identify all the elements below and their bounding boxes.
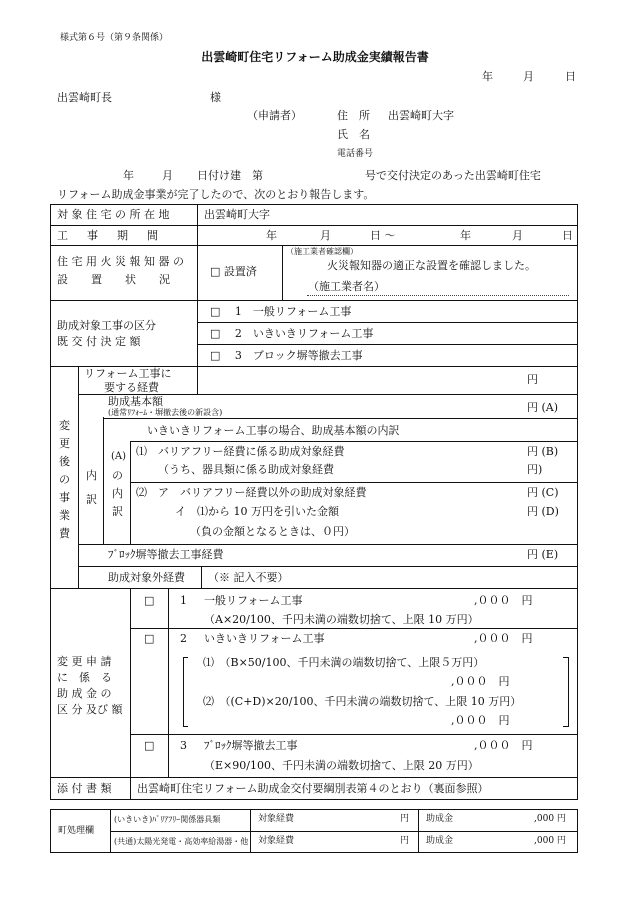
rule — [168, 588, 169, 778]
location-label: 対 象 住 宅 の 所 在 地 — [57, 208, 170, 221]
date-year: 年 — [482, 70, 493, 83]
non-eligible-cost: 助成対象外経費 — [108, 571, 185, 584]
rule — [50, 852, 578, 853]
phone-label: 電話番号 — [337, 149, 374, 159]
rule — [130, 441, 578, 442]
contractor-signline — [307, 295, 569, 296]
office-row2-grant: 助成金 — [426, 836, 454, 846]
item2-b-amount[interactable]: ,０００ 円 — [451, 714, 510, 727]
subsidy-label-1: 変 更 申 請 — [57, 655, 112, 668]
a-side: (A) — [111, 451, 127, 462]
office-row1-grant-amount: ,000 円 — [534, 814, 566, 824]
reform-cost-label-1: リフォーム工事に — [84, 367, 172, 380]
office-use-label: 町処理欄 — [58, 826, 95, 836]
a-side: 内 — [112, 487, 123, 500]
period-start-year: 年 — [266, 229, 277, 242]
period-end-day: 日 — [562, 229, 573, 242]
rule — [50, 809, 578, 810]
office-row1-label: (いきいき)ﾊﾞﾘｱﾌﾘｰ関係器具類 — [114, 815, 221, 824]
location-value: 出雲崎町大字 — [204, 208, 270, 221]
side-char: 変 — [59, 419, 70, 432]
office-row2-cost: 対象経費 — [258, 836, 295, 846]
intro-rest: 号で交付決定のあった出雲崎町住宅 — [365, 169, 541, 182]
rule — [577, 204, 578, 800]
base-amount-note: (通常ﾘﾌｫｰﾑ・塀撤去後の新設含) — [108, 408, 223, 417]
item2-label: いきいきリフォーム工事 — [204, 632, 325, 645]
addressee-honorific: 様 — [210, 91, 221, 104]
office-row1-grant: 助成金 — [426, 814, 454, 824]
item1-amount[interactable]: ,０００ 円 — [474, 594, 533, 607]
address-value: 出雲崎町大字 — [388, 109, 454, 122]
side-char: 後 — [59, 455, 70, 468]
office-row2-yen: 円 — [400, 836, 410, 846]
attach-value: 出雲崎町住宅リフォーム助成金交付要綱別表第４のとおり（裏面参照） — [137, 782, 489, 795]
base-amount-unit: 円 (A) — [527, 401, 559, 414]
rule — [50, 204, 578, 205]
item1-checkbox[interactable]: □ — [144, 594, 155, 607]
item2-a-formula: ⑴ （B×50/100、千円未満の端数切捨て、上限５万円） — [203, 656, 485, 669]
rule — [577, 809, 578, 853]
rule — [418, 809, 419, 853]
office-row2-grant-amount: ,000 円 — [534, 836, 566, 846]
item2-a-amount[interactable]: ,０００ 円 — [451, 675, 510, 688]
rule — [103, 417, 104, 545]
item2-b-formula: ⑵ （(C+D)×20/100、千円未満の端数切捨て、上限 10 万円） — [203, 695, 522, 708]
period-label: 工 事 期 間 — [57, 229, 162, 242]
rule — [103, 418, 578, 419]
rule — [130, 628, 578, 629]
intro-line2: リフォーム助成金事業が完了したので、次のとおり報告します。 — [57, 188, 375, 201]
non-barrierfree-unit: 円 (C) — [527, 486, 559, 499]
fixture-unit: 円) — [527, 463, 543, 476]
rule — [197, 366, 198, 395]
class-item-3[interactable]: □ 3 ブロック塀等撤去工事 — [210, 349, 363, 362]
non-eligible-note: （※ 記入不要） — [208, 571, 289, 584]
rule — [50, 225, 578, 226]
date-day: 日 — [565, 70, 576, 83]
rule — [282, 245, 283, 301]
period-end-year: 年 — [460, 229, 471, 242]
item3-amount[interactable]: ,０００ 円 — [474, 739, 533, 752]
inner-side-1: 内 — [86, 469, 97, 482]
class-label-1: 助成対象工事の区分 — [57, 319, 156, 332]
non-barrierfree-cost: ⑵ ア バリアフリー経費以外の助成対象経費 — [136, 486, 367, 499]
ikiiki-breakdown-head: いきいきリフォーム工事の場合、助成基本額の内訳 — [147, 424, 400, 437]
bracket-right — [563, 726, 568, 727]
rule — [197, 344, 578, 345]
subsidy-label-2: に 係 る — [57, 671, 112, 684]
minus-100k-unit: 円 (D) — [527, 505, 559, 518]
form-title: 出雲崎町住宅リフォーム助成金実績報告書 — [201, 50, 429, 64]
rule — [130, 734, 578, 735]
intro-year: 年 — [123, 169, 134, 182]
bracket-right — [568, 657, 569, 727]
item3-formula: （E×90/100、千円未満の端数切捨て、上限 20 万円） — [204, 759, 479, 772]
alarm-label-1: 住 宅 用 火 災 報 知 器 の — [57, 255, 184, 268]
base-amount-label: 助成基本額 — [108, 395, 163, 408]
rule — [130, 588, 131, 800]
bracket-left — [183, 657, 184, 727]
bracket-left — [183, 657, 188, 658]
period-end-month: 月 — [512, 229, 523, 242]
form-number: 様式第６号（第９条関係） — [60, 33, 169, 43]
item3-label: ﾌﾞﾛｯｸ塀等撤去工事 — [204, 739, 298, 752]
side-char: 更 — [59, 437, 70, 450]
barrierfree-cost: ⑴ バリアフリー経費に係る助成対象経費 — [136, 445, 345, 458]
rule — [50, 204, 51, 800]
alarm-note: （施工業者確認欄） — [286, 247, 358, 256]
office-row1-yen: 円 — [400, 814, 410, 824]
minus-100k-amount: イ ⑴から 10 万円を引いた金額 — [175, 505, 339, 518]
subsidy-label-4: 区 分 及び 額 — [57, 703, 123, 716]
side-char: 費 — [59, 527, 70, 540]
class-label-2: 既 交 付 決 定 額 — [57, 335, 141, 348]
reform-cost-label-2: 要する経費 — [104, 381, 159, 394]
block-removal-unit: 円 (E) — [527, 548, 559, 561]
alarm-label-2: 設 置 状 況 — [57, 273, 176, 286]
alarm-contractor: （施工業者名） — [308, 280, 385, 293]
office-row2-label: (共通)太陽光発電・高効率給湯器・他 — [114, 837, 249, 846]
inner-side-2: 訳 — [86, 493, 97, 506]
side-char: の — [59, 473, 70, 486]
side-char: 事 — [59, 491, 70, 504]
alarm-confirm: 火災報知器の適正な設置を確認しました。 — [327, 259, 536, 272]
subsidy-label-3: 助 成 金 の — [57, 687, 112, 700]
class-item-2[interactable]: □ 2 いきいきリフォーム工事 — [210, 327, 374, 340]
a-side: 訳 — [112, 505, 123, 518]
negative-note: （負の金額となるときは、０円） — [190, 525, 355, 538]
alarm-checkbox[interactable]: □ 設置済 — [210, 265, 257, 278]
addressee: 出雲崎町長 — [57, 91, 112, 104]
item2-number: 2 — [180, 632, 187, 645]
rule — [78, 544, 578, 545]
rule — [201, 566, 202, 589]
period-start-day: 日 ～ — [370, 229, 396, 242]
item1-label: 一般リフォーム工事 — [204, 594, 303, 607]
fixture-cost: （うち、器具類に係る助成対象経費 — [158, 463, 334, 476]
rule — [130, 482, 578, 483]
reform-cost-unit: 円 — [527, 373, 538, 386]
bracket-left — [183, 726, 188, 727]
address-label: 住 所 — [337, 109, 370, 122]
intro-day-ref: 日付け建 第 — [197, 169, 263, 182]
name-label: 氏 名 — [337, 128, 370, 141]
rule — [50, 809, 51, 853]
date-month: 月 — [523, 70, 534, 83]
rule — [50, 777, 578, 778]
rule — [110, 809, 111, 853]
item3-number: 3 — [180, 739, 187, 752]
barrierfree-unit: 円 (B) — [527, 445, 559, 458]
rule — [50, 245, 578, 246]
intro-month: 月 — [162, 169, 173, 182]
rule — [78, 366, 79, 589]
item1-formula: （A×20/100、千円未満の端数切捨て、上限 10 万円） — [204, 613, 479, 626]
rule — [197, 322, 578, 323]
applicant-label: （申請者） — [247, 109, 302, 122]
attach-label: 添 付 書 類 — [57, 782, 112, 795]
period-start-month: 月 — [320, 229, 331, 242]
rule — [197, 204, 198, 366]
item2-checkbox[interactable]: □ — [144, 632, 155, 645]
rule — [110, 831, 578, 832]
rule — [78, 566, 578, 567]
rule — [250, 809, 251, 853]
class-item-1[interactable]: □ 1 一般リフォーム工事 — [210, 305, 352, 318]
a-side: の — [112, 469, 123, 482]
item2-amount[interactable]: ,０００ 円 — [474, 632, 533, 645]
rule — [50, 300, 578, 301]
block-removal-cost: ﾌﾞﾛｯｸ塀等撤去工事経費 — [108, 548, 224, 561]
rule — [130, 441, 131, 545]
bracket-right — [563, 657, 568, 658]
item1-number: 1 — [180, 594, 187, 607]
office-row1-cost: 対象経費 — [258, 814, 295, 824]
item3-checkbox[interactable]: □ — [144, 739, 155, 752]
side-char: 業 — [59, 509, 70, 522]
